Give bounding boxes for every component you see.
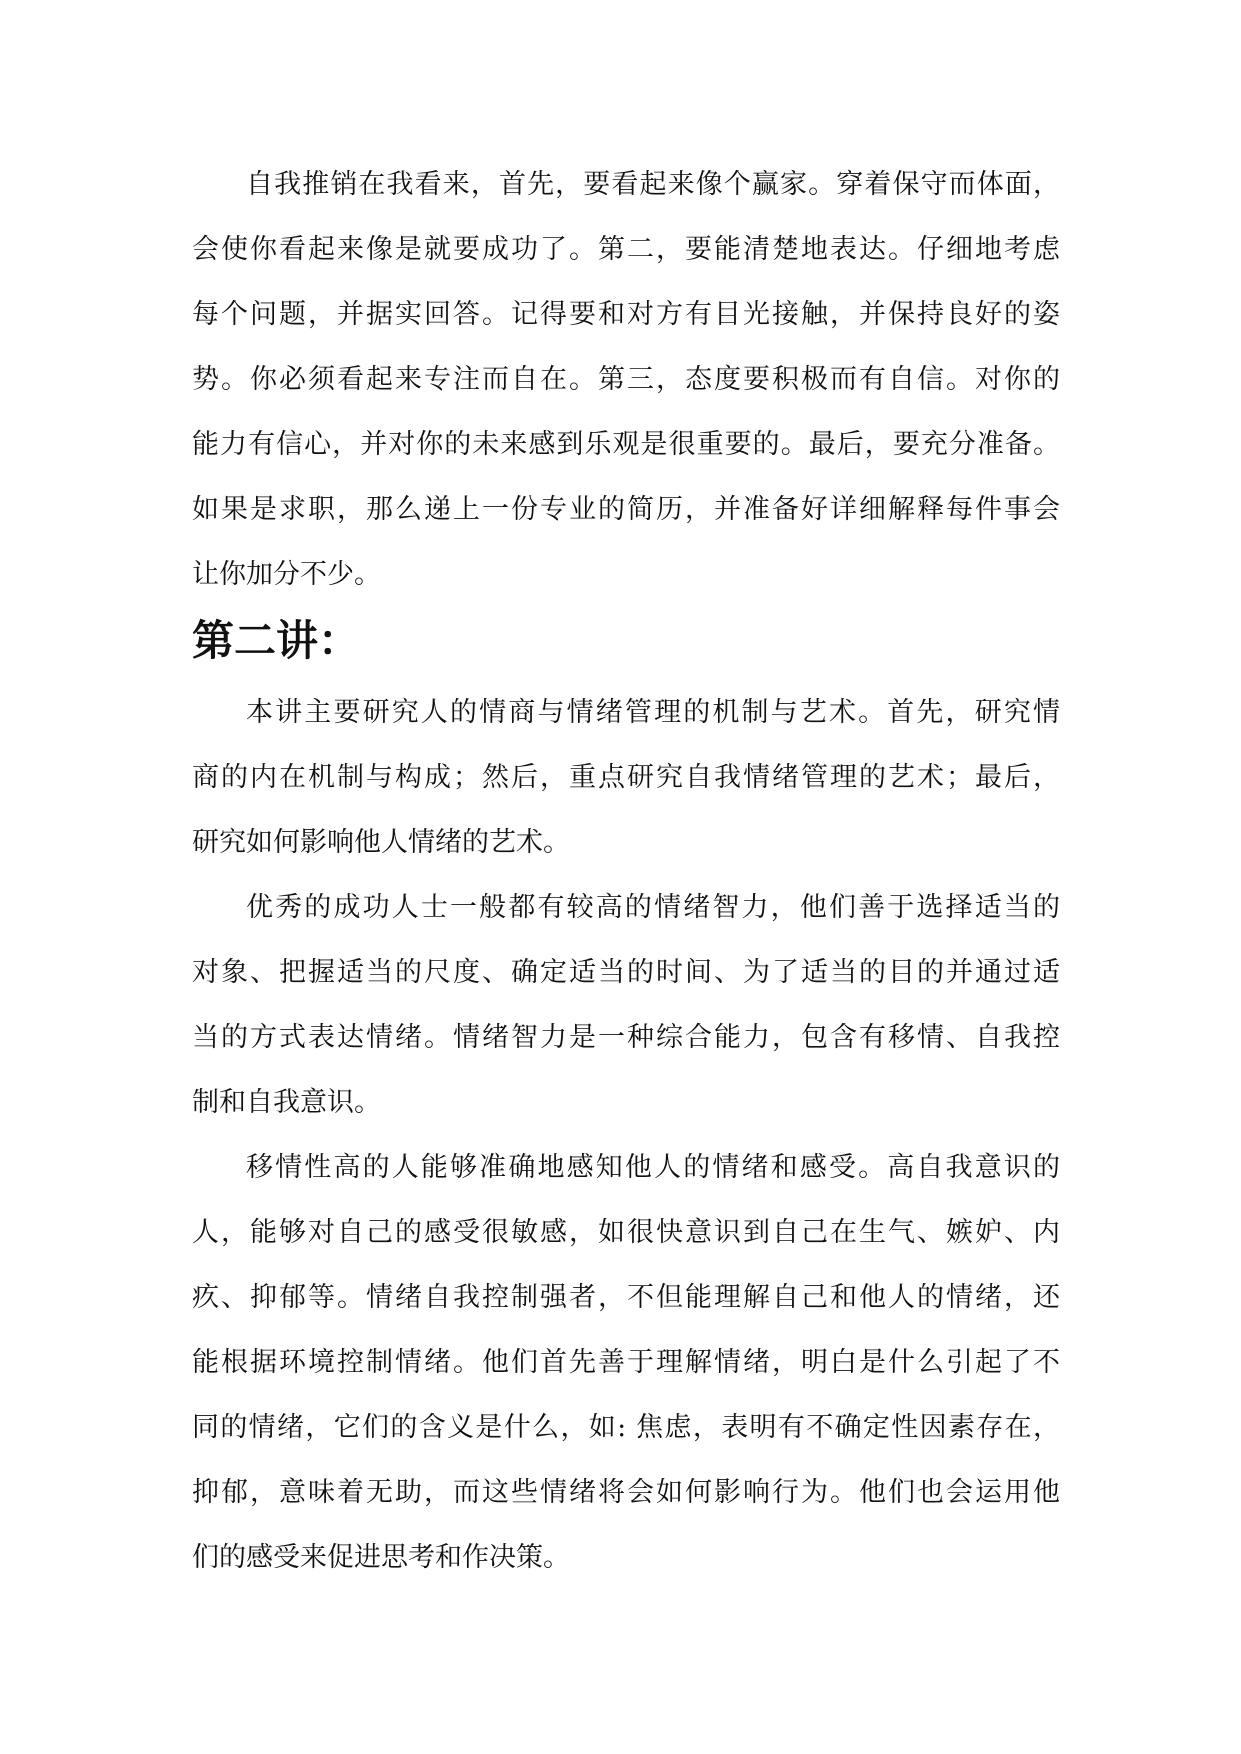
paragraph-line: 优秀的成功人士一般都有较高的情绪智力，他们善于选择适当的 bbox=[246, 892, 1060, 923]
paragraph-line: 对象、把握适当的尺度、确定适当的时间、为了适当的目的并通过适 bbox=[192, 957, 1060, 988]
section-heading: 第二讲： bbox=[192, 616, 361, 665]
paragraph-line: 们的感受来促进思考和作决策。 bbox=[192, 1542, 570, 1573]
section-paragraph-3 bbox=[192, 1135, 1060, 1590]
paragraph-line: 能根据环境控制情绪。他们首先善于理解情绪，明白是什么引起了不 bbox=[192, 1347, 1060, 1378]
paragraph-line: 能力有信心，并对你的未来感到乐观是很重要的。最后，要充分准备。 bbox=[192, 429, 1060, 460]
paragraph-line: 移情性高的人能够准确地感知他人的情绪和感受。高自我意识的 bbox=[246, 1152, 1060, 1183]
paragraph-line: 当的方式表达情绪。情绪智力是一种综合能力，包含有移情、自我控 bbox=[192, 1022, 1060, 1053]
paragraph-line: 势。你必须看起来专注而自在。第三，态度要积极而有自信。对你的 bbox=[192, 364, 1060, 395]
paragraph-line: 本讲主要研究人的情商与情绪管理的机制与艺术。首先，研究情 bbox=[246, 697, 1060, 728]
paragraph-line: 抑郁，意味着无助，而这些情绪将会如何影响行为。他们也会运用他 bbox=[192, 1477, 1060, 1508]
paragraph-line: 每个问题，并据实回答。记得要和对方有目光接触，并保持良好的姿 bbox=[192, 299, 1060, 330]
paragraph-line: 让你加分不少。 bbox=[192, 559, 381, 590]
section-paragraph-1 bbox=[192, 680, 1060, 875]
paragraph-line: 同的情绪，它们的含义是什么，如: 焦虑，表明有不确定性因素存在， bbox=[192, 1412, 1060, 1443]
section-body bbox=[192, 680, 1060, 1590]
paragraph-line: 如果是求职，那么递上一份专业的简历，并准备好详细解释每件事会 bbox=[192, 494, 1060, 525]
paragraph-line: 制和自我意识。 bbox=[192, 1087, 381, 1118]
paragraph-line: 人，能够对自己的感受很敏感，如很快意识到自己在生气、嫉妒、内 bbox=[192, 1217, 1060, 1248]
paragraph-line: 研究如何影响他人情绪的艺术。 bbox=[192, 827, 570, 858]
paragraph-line: 疚、抑郁等。情绪自我控制强者，不但能理解自己和他人的情绪，还 bbox=[192, 1282, 1060, 1313]
paragraph-line: 自我推销在我看来，首先，要看起来像个赢家。穿着保守而体面， bbox=[246, 169, 1060, 200]
paragraph-line: 商的内在机制与构成；然后，重点研究自我情绪管理的艺术；最后， bbox=[192, 762, 1060, 793]
paragraph-line: 会使你看起来像是就要成功了。第二，要能清楚地表达。仔细地考虑 bbox=[192, 234, 1060, 265]
intro-paragraph bbox=[192, 152, 1060, 607]
section-paragraph-2 bbox=[192, 875, 1060, 1135]
